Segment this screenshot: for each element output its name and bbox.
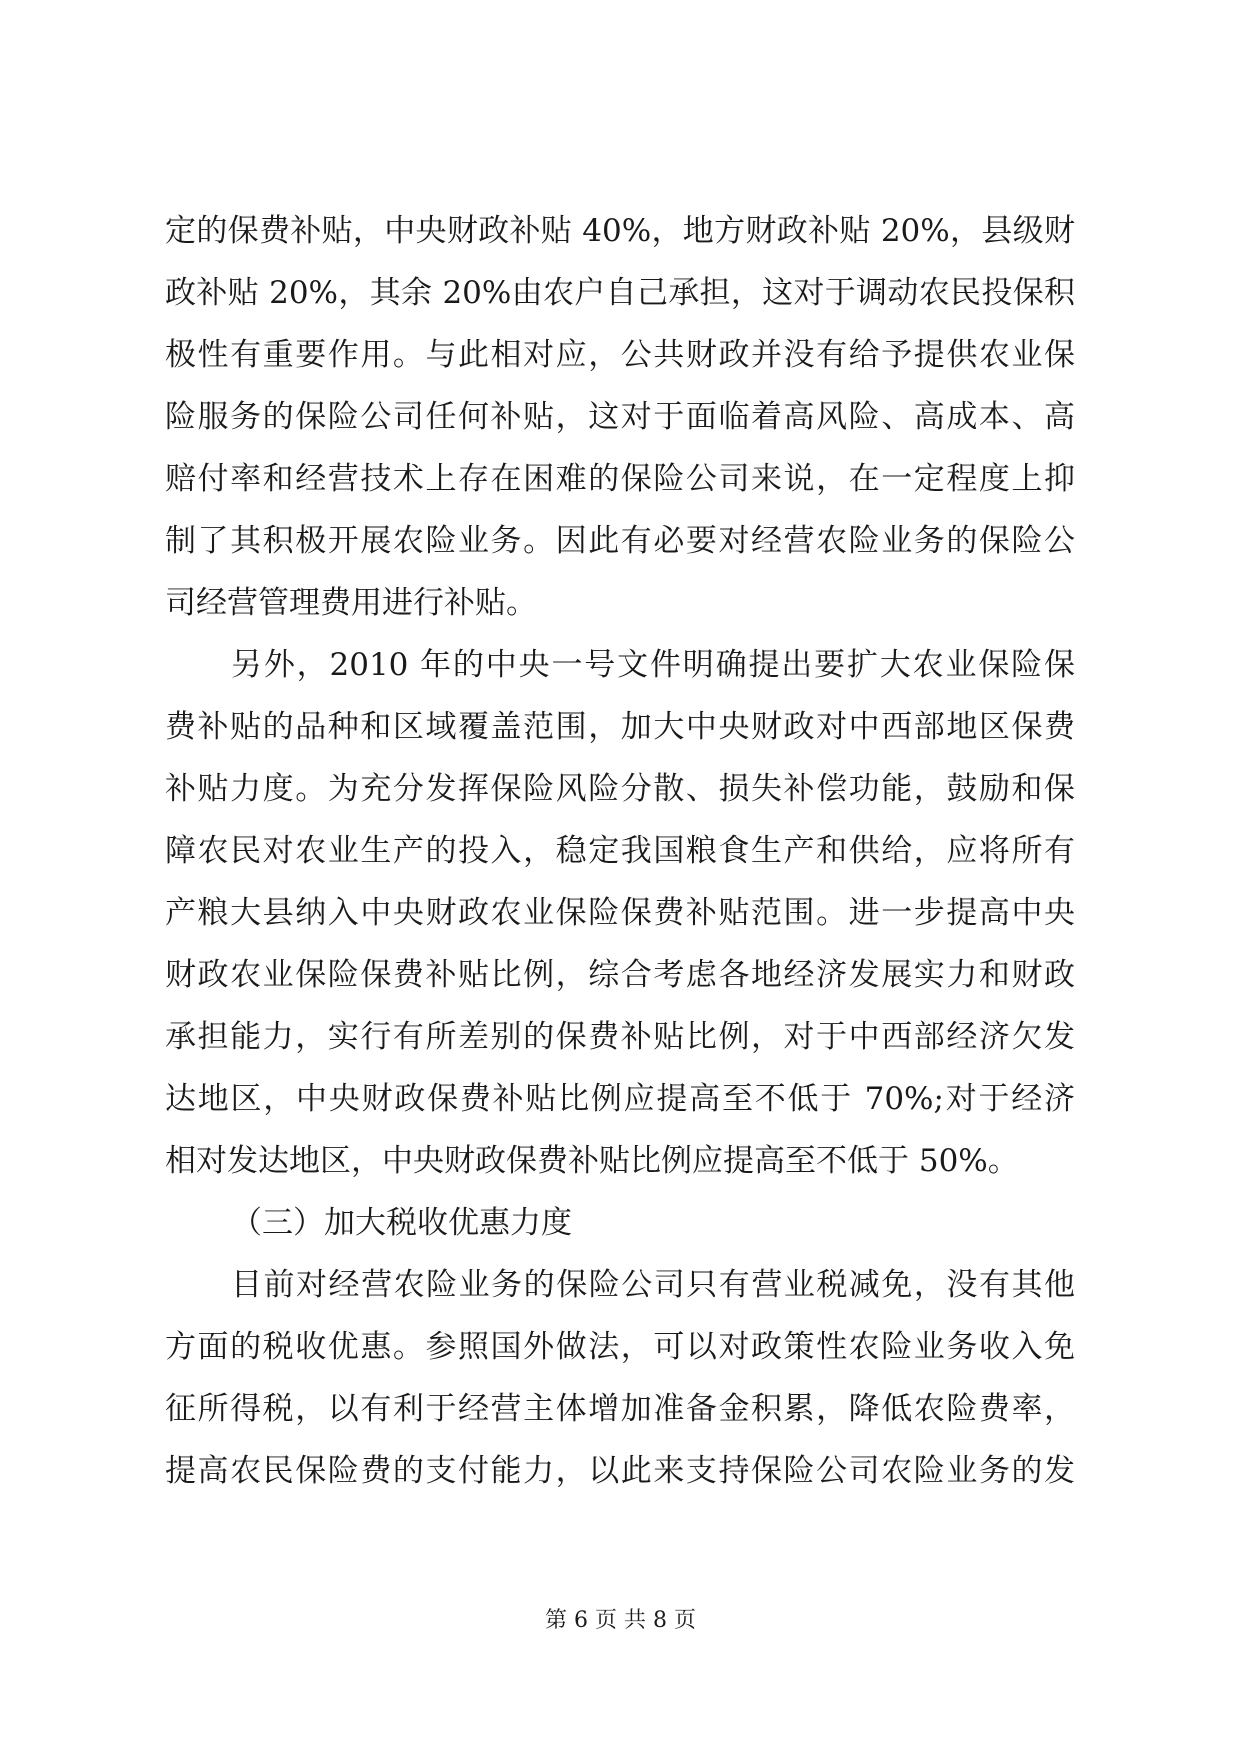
paragraph-line: 障农民对农业生产的投入，稳定我国粮食生产和供给，应将所有 bbox=[165, 833, 1075, 869]
paragraph-line: 制了其积极开展农险业务。因此有必要对经营农险业务的保险公 bbox=[165, 523, 1075, 559]
section-heading: （三）加大税收优惠力度 bbox=[231, 1205, 572, 1241]
paragraph-line: 方面的税收优惠。参照国外做法，可以对政策性农险业务收入免 bbox=[165, 1329, 1075, 1365]
paragraph-line: 定的保费补贴，中央财政补贴 40%，地方财政补贴 20%，县级财 bbox=[165, 213, 1075, 249]
paragraph-line: 赔付率和经营技术上存在困难的保险公司来说，在一定程度上抑 bbox=[165, 461, 1075, 497]
paragraph-line: 征所得税，以有利于经营主体增加准备金积累，降低农险费率， bbox=[165, 1391, 1075, 1427]
paragraph-line: 提高农民保险费的支付能力，以此来支持保险公司农险业务的发 bbox=[165, 1453, 1075, 1489]
paragraph-line: 相对发达地区，中央财政保费补贴比例应提高至不低于 50%。 bbox=[165, 1143, 1019, 1179]
paragraph-line: 财政农业保险保费补贴比例，综合考虑各地经济发展实力和财政 bbox=[165, 957, 1075, 993]
paragraph-line: 目前对经营农险业务的保险公司只有营业税减免，没有其他 bbox=[231, 1267, 1075, 1303]
paragraph-line: 政补贴 20%，其余 20%由农户自己承担，这对于调动农民投保积 bbox=[165, 275, 1075, 311]
paragraph-line: 承担能力，实行有所差别的保费补贴比例，对于中西部经济欠发 bbox=[165, 1019, 1075, 1055]
paragraph-line: 产粮大县纳入中央财政农业保险保费补贴范围。进一步提高中央 bbox=[165, 895, 1075, 931]
paragraph-line: 极性有重要作用。与此相对应，公共财政并没有给予提供农业保 bbox=[165, 337, 1075, 373]
page-footer: 第 6 页 共 8 页 bbox=[545, 1608, 696, 1633]
paragraph-line: 险服务的保险公司任何补贴，这对于面临着高风险、高成本、高 bbox=[165, 399, 1075, 435]
paragraph-line: 达地区，中央财政保费补贴比例应提高至不低于 70%;对于经济 bbox=[165, 1081, 1075, 1117]
paragraph-line: 另外，2010 年的中央一号文件明确提出要扩大农业保险保 bbox=[231, 647, 1075, 683]
paragraph-line: 补贴力度。为充分发挥保险风险分散、损失补偿功能，鼓励和保 bbox=[165, 771, 1075, 807]
paragraph-line: 费补贴的品种和区域覆盖范围，加大中央财政对中西部地区保费 bbox=[165, 709, 1075, 745]
paragraph-line: 司经营管理费用进行补贴。 bbox=[165, 585, 537, 621]
